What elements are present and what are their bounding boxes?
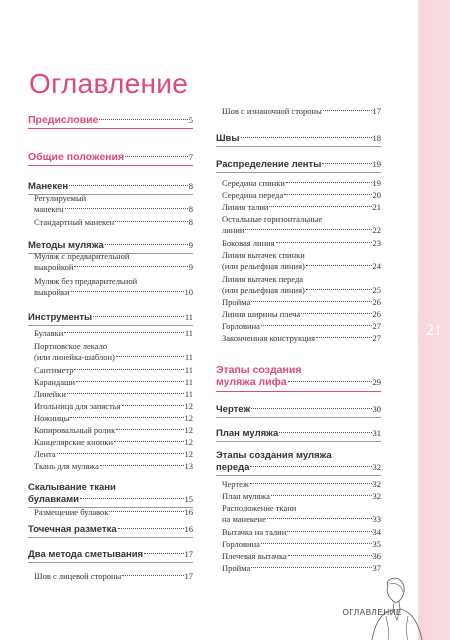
- toc-entry-text: (или рельефная линия): [222, 284, 305, 295]
- toc-entry-text: Горловина: [222, 539, 260, 549]
- footer-section-label: ОГЛАВЛЕНИЕ: [342, 608, 402, 617]
- toc-entry-text: Ткань для муляжа: [34, 461, 99, 471]
- toc-page-number: 33: [372, 513, 381, 524]
- toc-page-number: 36: [372, 551, 381, 561]
- toc-entry-text: Пройма: [222, 297, 251, 307]
- toc-page-number: 16: [184, 524, 193, 534]
- toc-entry: [28, 449, 193, 459]
- dot-leader: [251, 301, 371, 302]
- toc-entry-text: Середина спинки: [222, 178, 285, 188]
- toc-entry: [216, 527, 381, 537]
- toc-page-number: 12: [184, 425, 193, 435]
- dot-leader: [279, 432, 371, 433]
- dot-leader: [250, 466, 371, 467]
- toc-entry: [28, 114, 193, 126]
- toc-entry: [216, 365, 381, 388]
- toc-page-number: 11: [184, 351, 193, 362]
- toc-entry-text: Лента: [34, 449, 56, 459]
- toc-entry-text: Портновское лекало: [34, 341, 108, 351]
- toc-page-number: 12: [184, 413, 193, 423]
- toc-entry: [216, 159, 381, 170]
- dot-leader: [116, 429, 183, 430]
- toc-entry: [28, 524, 193, 535]
- toc-entry-text: Чертеж: [222, 479, 249, 489]
- toc-entry: [216, 404, 381, 415]
- toc-entry: [216, 321, 381, 331]
- section-divider: [28, 165, 193, 166]
- dot-leader: [271, 495, 372, 496]
- toc-entry: [216, 551, 381, 561]
- toc-entry: [216, 133, 381, 144]
- dot-leader: [261, 543, 372, 544]
- dot-leader: [306, 265, 372, 266]
- toc-page-number: 32: [372, 479, 381, 489]
- toc-page-number: 25: [372, 284, 381, 295]
- toc-entry: [28, 181, 193, 192]
- toc-entry-text: Расположение ткани: [222, 503, 297, 513]
- toc-entry-text: Линия ширины плеча: [222, 309, 301, 319]
- dot-leader: [284, 194, 371, 195]
- toc-page-number: 15: [184, 493, 193, 504]
- toc-page-number: 30: [372, 404, 381, 414]
- toc-page-number: 23: [372, 238, 381, 248]
- toc-entry: [216, 451, 381, 473]
- toc-entry-text: Предисловие: [28, 114, 99, 126]
- toc-entry-text: Карандаши: [34, 377, 76, 387]
- toc-page-number: 17: [372, 106, 381, 116]
- toc-entry: [216, 202, 381, 212]
- dot-leader: [301, 313, 371, 314]
- toc-entry-text: Канцелярские кнопки: [34, 437, 114, 447]
- toc-entry-text: Остальные горизонтальные: [222, 214, 323, 224]
- section-divider: [28, 325, 193, 326]
- toc-page-number: 9: [188, 261, 193, 272]
- toc-entry-text: Линейки: [34, 389, 66, 399]
- toc-entry-text: Середина переда: [222, 190, 284, 200]
- toc-entry-text: манекен: [34, 203, 64, 214]
- toc-entry-text: Копировальный ролик: [34, 425, 116, 435]
- toc-entry: [28, 437, 193, 447]
- dot-leader: [122, 575, 183, 576]
- toc-page-number: 8: [188, 181, 193, 191]
- toc-page-number: 10: [184, 286, 193, 297]
- toc-page-number: 8: [188, 203, 193, 214]
- toc-entry-text: (или линейка-шаблон): [34, 351, 115, 362]
- toc-entry-text: Сантиметр: [34, 365, 74, 375]
- toc-entry-text: муляжа лифа: [216, 375, 287, 388]
- toc-entry: [216, 563, 381, 573]
- toc-entry-text: Законченная конструкция: [222, 333, 316, 343]
- dot-leader: [322, 163, 371, 164]
- dot-leader: [287, 531, 371, 532]
- toc-page-number: 17: [184, 549, 193, 559]
- toc-page-number: 5: [188, 115, 193, 125]
- toc-page-number: 32: [372, 491, 381, 501]
- dot-leader: [288, 381, 372, 382]
- toc-page-number: 21: [372, 202, 381, 212]
- dot-leader: [109, 511, 183, 512]
- dot-leader: [267, 518, 372, 519]
- dot-leader: [99, 119, 187, 120]
- section-divider: [28, 128, 193, 129]
- section-divider: [216, 391, 381, 392]
- toc-page-number: 12: [184, 449, 193, 459]
- toc-entry-text: Шов с изнаночной стороны: [222, 106, 322, 116]
- toc-page-number: 35: [372, 539, 381, 549]
- toc-entry: [28, 549, 193, 560]
- toc-page-number: 26: [372, 309, 381, 319]
- toc-page-number: 24: [372, 260, 381, 271]
- dot-leader: [245, 229, 371, 230]
- toc-entry-text: линии: [222, 224, 245, 235]
- toc-entry-text: Линия талии: [222, 202, 269, 212]
- toc-entry: [28, 151, 193, 163]
- toc-page-number: 27: [372, 321, 381, 331]
- dot-leader: [71, 291, 184, 292]
- toc-entry-text: Регулируемый: [34, 193, 87, 203]
- toc-entry: [28, 483, 193, 505]
- dot-leader: [114, 441, 183, 442]
- section-divider: [28, 562, 193, 563]
- dot-leader: [323, 110, 372, 111]
- toc-entry-text: План муляжа: [216, 428, 279, 439]
- toc-entry: [216, 491, 381, 501]
- toc-entry: [216, 274, 381, 295]
- toc-entry-text: переда: [216, 461, 250, 473]
- toc-entry-text: Инструменты: [28, 312, 93, 323]
- toc-entry-text: (или рельефная линия): [222, 260, 305, 271]
- dot-leader: [116, 356, 184, 357]
- dot-leader: [122, 405, 184, 406]
- dot-leader: [286, 182, 372, 183]
- toc-page-number: 16: [184, 507, 193, 517]
- dot-leader: [65, 208, 188, 209]
- toc-entry-text: выкройки: [34, 286, 70, 297]
- toc-entry-text: Размещение булавок: [34, 507, 109, 517]
- toc-entry-text: Булавки: [34, 328, 64, 338]
- toc-entry-text: Общие положения: [28, 151, 125, 163]
- toc-entry-text: Распределение ленты: [216, 159, 322, 170]
- dot-leader: [316, 337, 371, 338]
- section-divider: [216, 417, 381, 418]
- toc-entry: [28, 425, 193, 435]
- section-divider: [28, 537, 193, 538]
- dot-leader: [276, 242, 372, 243]
- page-title: Оглавление: [29, 68, 189, 99]
- toc-entry: [216, 503, 381, 524]
- dot-leader: [269, 206, 371, 207]
- toc-entry-text: Этапы создания: [216, 364, 302, 376]
- toc-entry: [28, 377, 193, 387]
- toc-entry: [28, 571, 193, 581]
- toc-entry-text: Боковая линия: [222, 238, 275, 248]
- dot-leader: [241, 137, 372, 138]
- toc-entry: [216, 238, 381, 248]
- toc-entry-text: Горловина: [222, 321, 260, 331]
- toc-page-number: 12: [184, 437, 193, 447]
- dot-leader: [288, 555, 372, 556]
- dot-leader: [105, 244, 188, 245]
- toc-page-number: 11: [184, 328, 193, 338]
- toc-entry-text: Плечевая вытачка: [222, 551, 287, 561]
- dot-leader: [67, 393, 184, 394]
- toc-entry-text: Скалывание ткани: [28, 482, 116, 493]
- toc-entry: [216, 428, 381, 439]
- toc-page-number: 12: [184, 401, 193, 411]
- toc-page-number: 37: [372, 563, 381, 573]
- side-page-number: 21: [426, 322, 442, 339]
- dot-leader: [100, 465, 184, 466]
- section-divider: [216, 172, 381, 173]
- toc-entry: [28, 401, 193, 411]
- section-divider: [216, 475, 381, 476]
- toc-page-number: 19: [372, 178, 381, 188]
- toc-entry-text: Линия вытачек переда: [222, 274, 304, 284]
- toc-entry-text: Этапы создания муляжа: [216, 450, 332, 461]
- toc-entry-text: на манекене: [222, 513, 266, 524]
- toc-page-number: 11: [184, 389, 193, 399]
- dot-leader: [251, 567, 371, 568]
- toc-entry-text: Шов с лицевой стороны: [34, 571, 122, 581]
- toc-page-number: 19: [372, 159, 381, 169]
- toc-entry: [28, 217, 193, 227]
- toc-entry-text: План муляжа: [222, 491, 270, 501]
- toc-entry-text: Игольница для запястья: [34, 401, 121, 411]
- toc-entry: [28, 251, 193, 272]
- toc-entry-text: Методы муляжа: [28, 240, 104, 251]
- dot-leader: [69, 185, 188, 186]
- toc-entry: [216, 539, 381, 549]
- toc-page-number: 31: [372, 428, 381, 438]
- toc-entry-text: Точечная разметка: [28, 524, 117, 535]
- toc-page-number: 13: [184, 461, 193, 471]
- toc-entry: [28, 461, 193, 471]
- toc-entry: [28, 276, 193, 297]
- toc-page-number: 20: [372, 190, 381, 200]
- toc-entry: [216, 309, 381, 319]
- toc-page-number: 11: [184, 312, 193, 322]
- toc-page-number: 8: [188, 217, 193, 227]
- toc-entry: [28, 389, 193, 399]
- toc-page-number: 9: [188, 240, 193, 250]
- dot-leader: [76, 381, 184, 382]
- toc-entry: [216, 190, 381, 200]
- dot-leader: [64, 332, 184, 333]
- toc-page-number: 32: [372, 461, 381, 472]
- toc-entry: [216, 214, 381, 235]
- toc-entry: [28, 328, 193, 338]
- toc-page-number: 34: [372, 527, 381, 537]
- toc-entry-text: Два метода сметывания: [28, 549, 144, 560]
- dot-leader: [144, 553, 183, 554]
- toc-entry-text: Стандартный манекен: [34, 217, 115, 227]
- woman-sketch-icon: [366, 576, 426, 640]
- section-divider: [216, 146, 381, 147]
- toc-page-number: 18: [372, 133, 381, 143]
- toc-entry-text: Вытачка на талии: [222, 527, 287, 537]
- toc-entry-text: Муляж с предварительной: [34, 251, 130, 261]
- section-divider: [216, 441, 381, 442]
- toc-entry: [216, 479, 381, 489]
- toc-entry: [216, 178, 381, 188]
- toc-entry-text: булавками: [28, 493, 79, 505]
- toc-entry: [28, 365, 193, 375]
- dot-leader: [250, 483, 372, 484]
- toc-entry: [216, 106, 381, 116]
- dot-leader: [70, 417, 183, 418]
- toc-page-number: 11: [184, 377, 193, 387]
- toc-entry: [216, 297, 381, 307]
- toc-entry-text: Линия вытачек спинки: [222, 250, 305, 260]
- toc-entry-text: Чертеж: [216, 404, 251, 415]
- toc-entry-text: Ножницы: [34, 413, 70, 423]
- toc-entry-text: Швы: [216, 133, 240, 144]
- dot-leader: [251, 408, 371, 409]
- toc-entry-text: Муляж без предварительной: [34, 276, 138, 286]
- dot-leader: [57, 453, 184, 454]
- toc-entry: [28, 341, 193, 362]
- toc-entry: [28, 507, 193, 517]
- toc-page-number: 17: [184, 571, 193, 581]
- toc-entry: [216, 250, 381, 271]
- dot-leader: [118, 528, 184, 529]
- dot-leader: [74, 369, 183, 370]
- toc-page-number: 27: [372, 333, 381, 343]
- toc-page-number: 29: [372, 376, 381, 387]
- toc-entry: [28, 193, 193, 214]
- dot-leader: [261, 325, 372, 326]
- dot-leader: [80, 498, 184, 499]
- toc-page-number: 26: [372, 297, 381, 307]
- toc-page-number: 22: [372, 224, 381, 235]
- toc-entry: [28, 240, 193, 251]
- toc-entry-text: Манекен: [28, 181, 69, 192]
- dot-leader: [125, 156, 188, 157]
- toc-entry: [28, 312, 193, 323]
- toc-entry: [28, 413, 193, 423]
- toc-entry-text: выкройкой: [34, 261, 74, 272]
- dot-leader: [93, 316, 184, 317]
- toc-entry: [216, 333, 381, 343]
- dot-leader: [306, 289, 372, 290]
- toc-entry-text: Пройма: [222, 563, 251, 573]
- dot-leader: [115, 221, 188, 222]
- toc-page-number: 11: [184, 365, 193, 375]
- toc-page-number: 7: [188, 152, 193, 162]
- dot-leader: [74, 266, 187, 267]
